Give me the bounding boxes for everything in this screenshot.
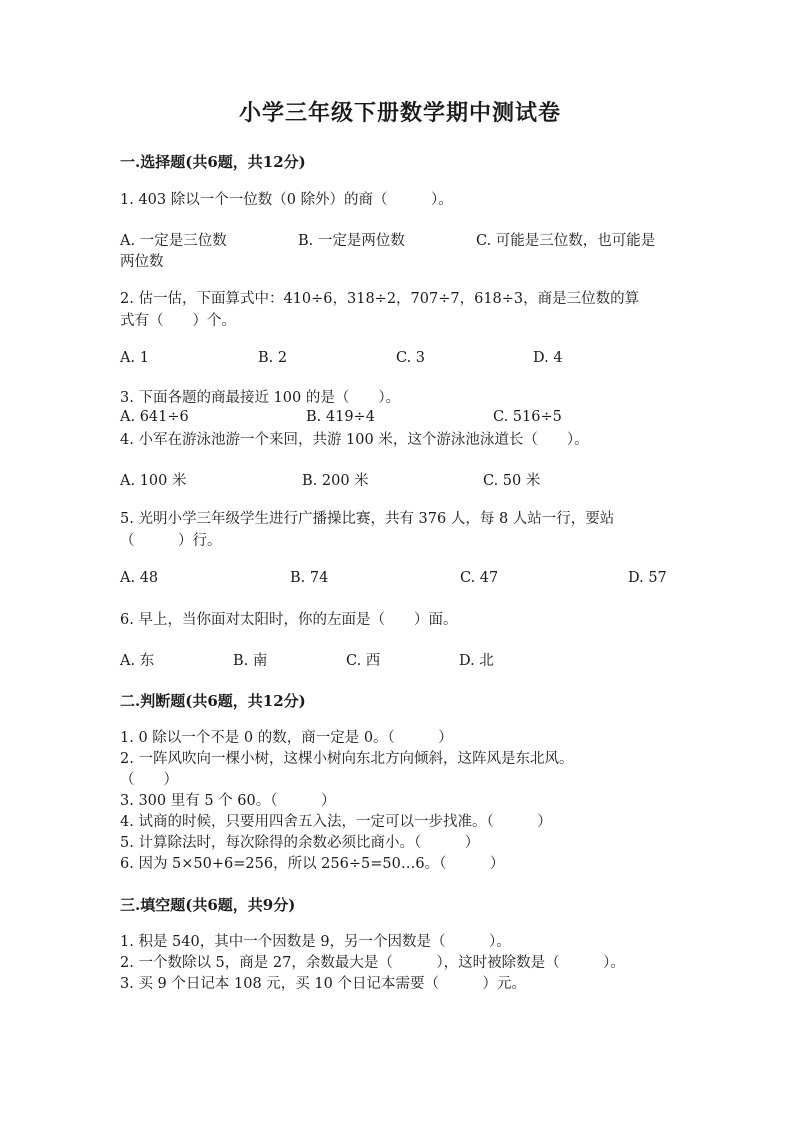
judge-item-continued: （ ） [120, 772, 178, 788]
page-title: 小学三年级下册数学期中测试卷 [238, 100, 561, 126]
judge-item: 5. 计算除法时，每次除得的余数必须比商小。（ ） [120, 835, 480, 851]
option-c: C. 3 [396, 350, 426, 366]
fill-item: 2. 一个数除以 5，商是 27，余数最大是（ ），这时被除数是（ ）。 [120, 955, 625, 971]
judge-item: 1. 0 除以一个不是 0 的数，商一定是 0。（ ） [120, 730, 453, 746]
option-c: C. 47 [460, 570, 499, 586]
fill-item: 3. 买 9 个日记本 108 元，买 10 个日记本需要（ ）元。 [120, 976, 526, 992]
option-b: B. 419÷4 [306, 409, 375, 425]
question-text-line-1: 5. 光明小学三年级学生进行广播操比赛，共有 376 人，每 8 人站一行，要站 [120, 511, 615, 527]
question-text: 1. 403 除以一个一位数（0 除外）的商（ ）。 [120, 192, 453, 208]
option-c: C. 西 [346, 653, 381, 669]
option-c-continued: 两位数 [120, 254, 164, 270]
fill-item: 1. 积是 540，其中一个因数是 9，另一个因数是（ ）。 [120, 934, 511, 950]
option-d: D. 4 [533, 350, 563, 366]
judge-item: 4. 试商的时候，只要用四舍五入法，一定可以一步找准。（ ） [120, 814, 552, 830]
option-a: A. 东 [120, 653, 155, 669]
section-heading-fill: 三.填空题(共6题，共9分) [120, 896, 296, 914]
section-heading-judge: 二.判断题(共6题，共12分) [120, 692, 306, 710]
question-text-line-1: 2. 估一估，下面算式中：410÷6，318÷2，707÷7，618÷3，商是三位数的算 [120, 291, 640, 307]
option-b: B. 200 米 [302, 473, 369, 489]
option-b: B. 74 [290, 570, 329, 586]
option-a: A. 641÷6 [120, 409, 189, 425]
section-heading-choice: 一.选择题(共6题，共12分) [120, 153, 306, 171]
option-a: A. 100 米 [120, 473, 187, 489]
option-b: B. 一定是两位数 [298, 233, 405, 249]
option-a: A. 48 [120, 570, 159, 586]
option-d: D. 北 [459, 653, 494, 669]
option-c: C. 516÷5 [493, 409, 562, 425]
question-text: 6. 早上，当你面对太阳时，你的左面是（ ）面。 [120, 612, 458, 628]
option-c: C. 可能是三位数，也可能是 [476, 233, 656, 249]
judge-item: 2. 一阵风吹向一棵小树，这棵小树向东北方向倾斜，这阵风是东北风。 [120, 751, 574, 767]
option-b: B. 2 [258, 350, 288, 366]
judge-item: 6. 因为 5×50+6=256，所以 256÷5=50…6。（ ） [120, 856, 505, 872]
question-text-line-2: （ ）行。 [120, 533, 222, 549]
question-text: 3. 下面各题的商最接近 100 的是（ ）。 [120, 390, 401, 406]
option-a: A. 1 [120, 350, 149, 366]
option-d: D. 57 [628, 570, 667, 586]
question-text-line-2: 式有（ ）个。 [120, 313, 236, 329]
question-text: 4. 小军在游泳池游一个来回，共游 100 米，这个游泳池泳道长（ ）。 [120, 432, 589, 448]
judge-item: 3. 300 里有 5 个 60。（ ） [120, 793, 336, 809]
option-b: B. 南 [233, 653, 268, 669]
option-a: A. 一定是三位数 [120, 233, 227, 249]
option-c: C. 50 米 [483, 473, 541, 489]
